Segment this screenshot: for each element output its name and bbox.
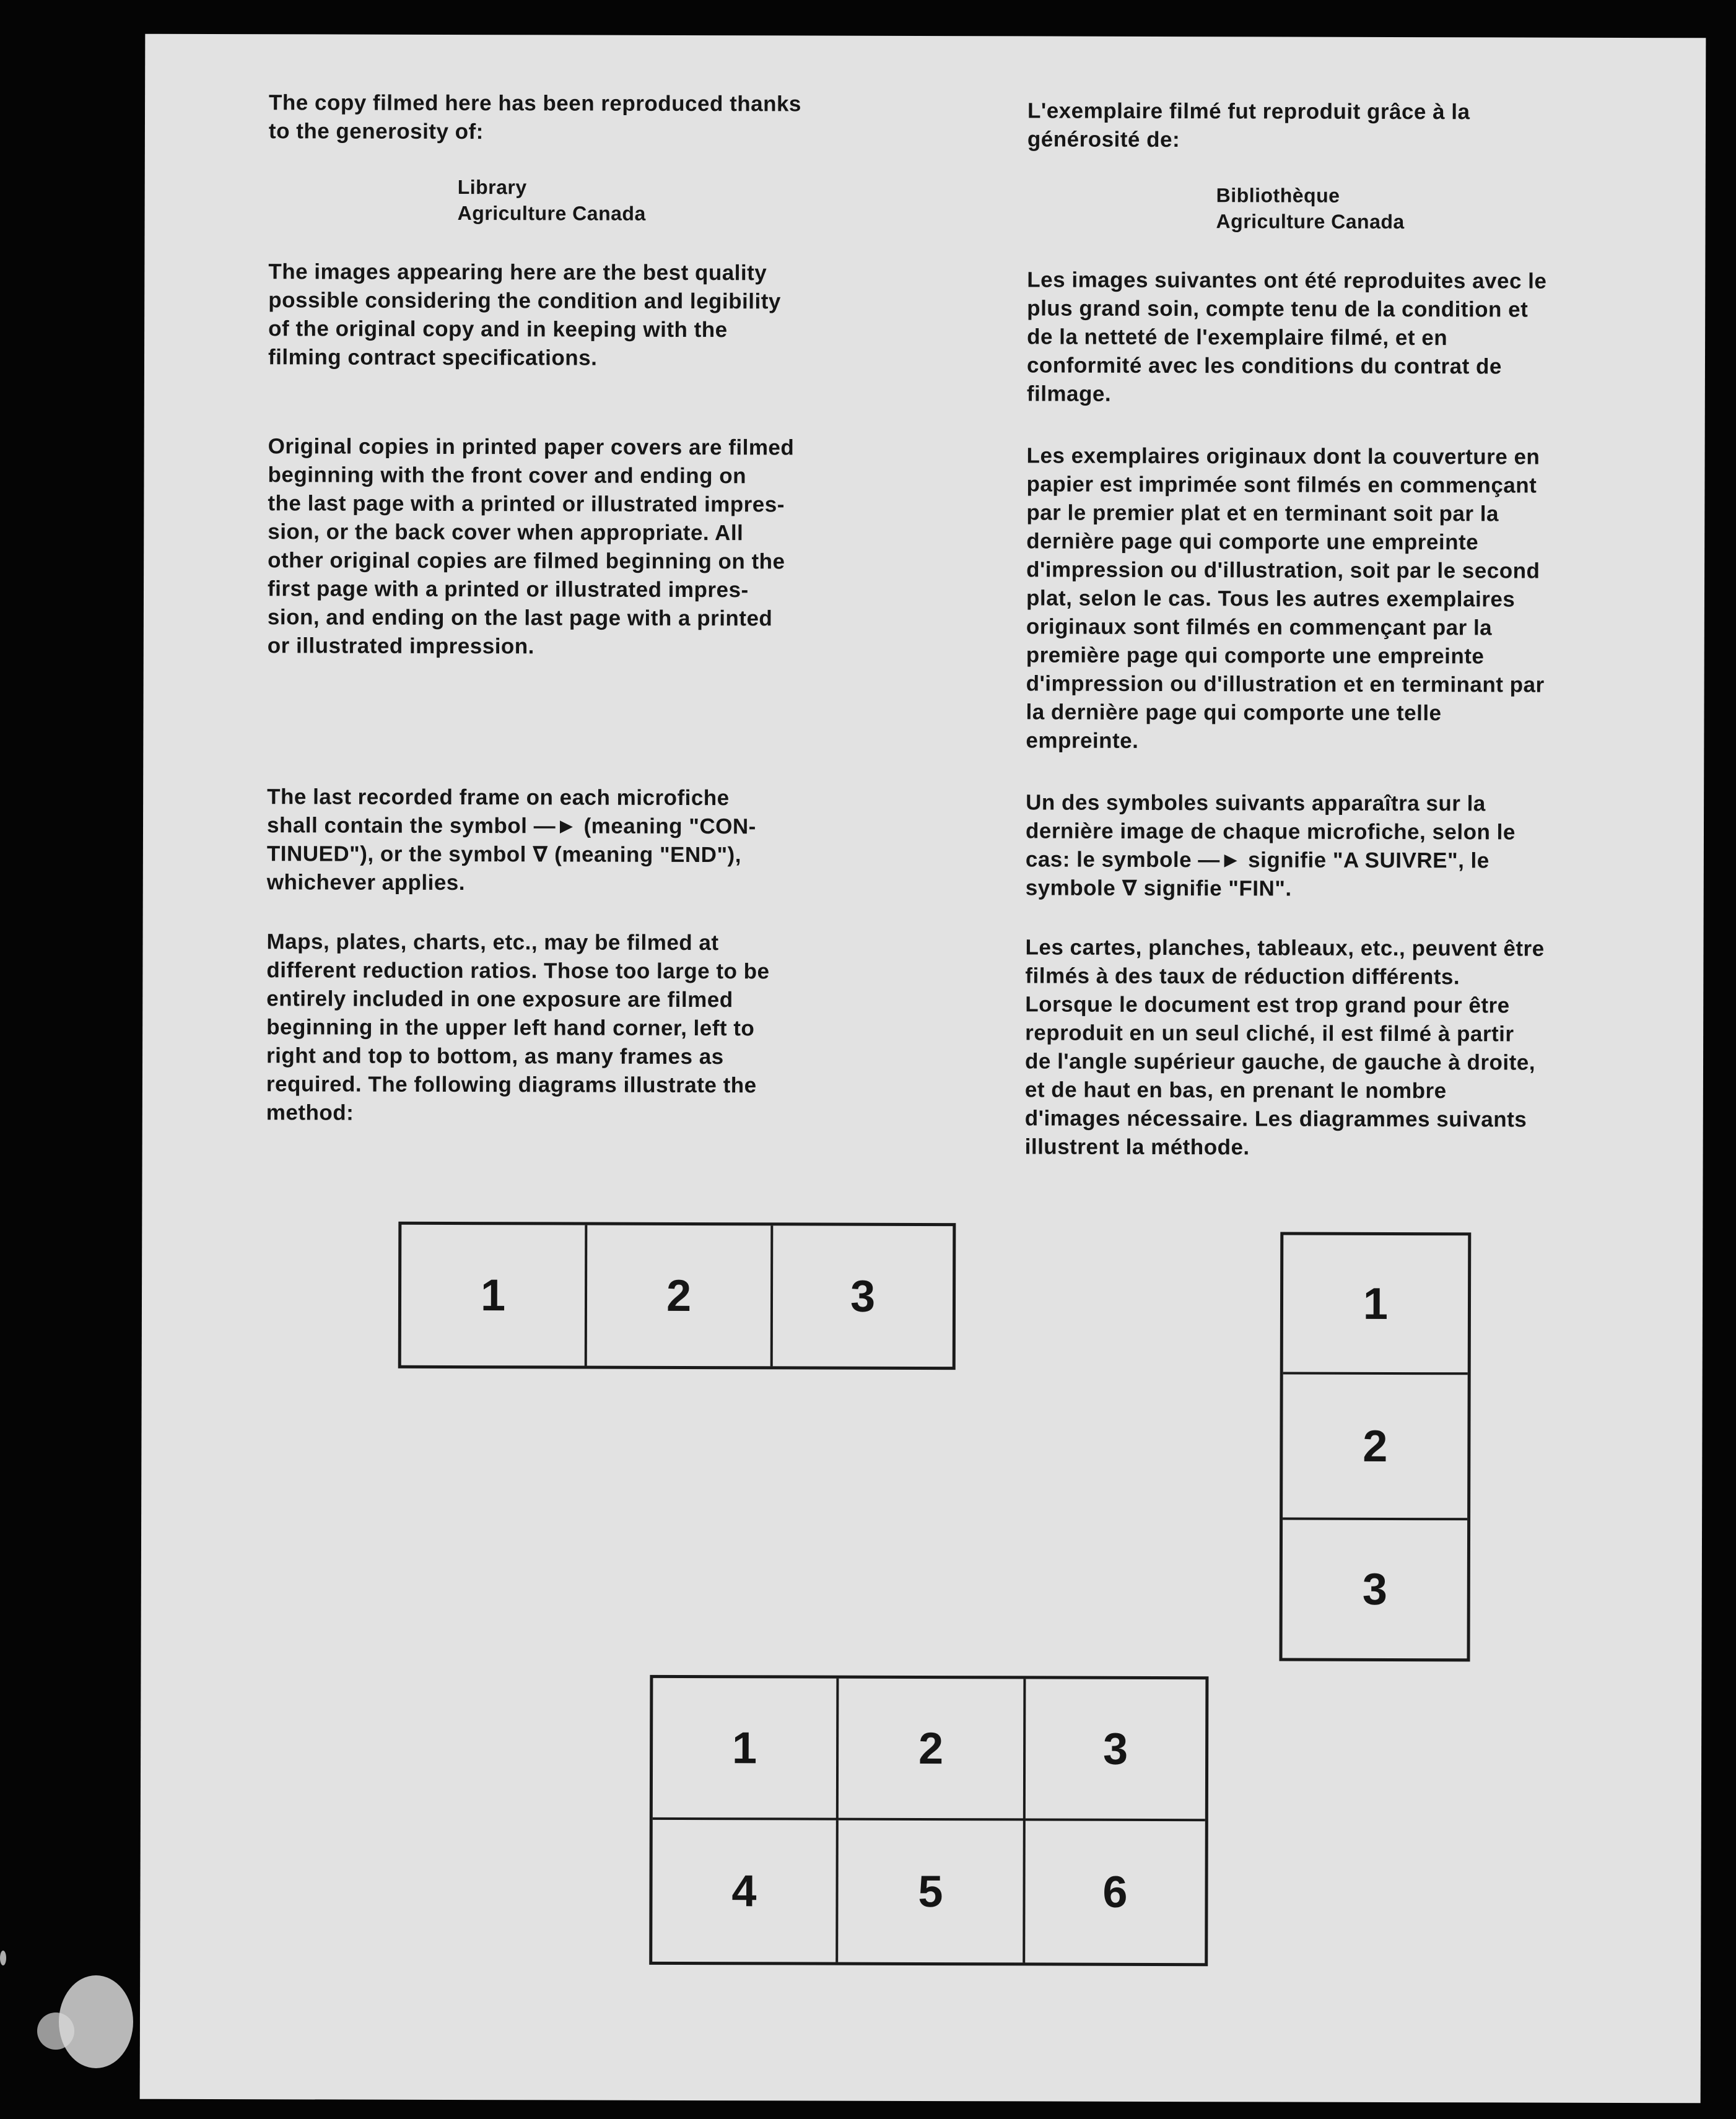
diagram-horizontal-cell: 3 — [850, 1271, 876, 1321]
diagram-vertical-cell: 3 — [1362, 1564, 1387, 1614]
english-column — [266, 89, 888, 1129]
french-paragraph-3: Les exemplaires originaux dont la couverture en papier est imprimée sont filmés en commençant par le premier plat et en terminant soit par la dernière page qui comporte une empreinte d'impression ou d'illustration, soit par le second plat, selon le cas. Tous les autres exemplaires originaux sont filmés en commençant par la première page qui comporte une empreinte d'impression ou d'illustration et en terminant par la dernière page qui comporte une telle empreinte. — [1026, 443, 1545, 753]
french-paragraph-1: L'exemplaire filmé fut reproduit grâce à la générosité de: — [1027, 98, 1470, 152]
scan-speck — [0, 1951, 6, 1965]
english-institution: Library Agriculture Canada — [457, 176, 646, 225]
english-paragraph-2: The images appearing here are the best quality possible considering the condition and legibility of the original copy and in keeping with the filming contract specifications. — [268, 259, 781, 370]
english-paragraph-1: The copy filmed here has been reproduced thanks to the generosity of: — [268, 90, 801, 144]
english-paragraph-4: The last recorded frame on each microfiche shall contain the symbol —► (meaning "CON- TINUED"), or the symbol ∇ (meaning "END"), whichever applies. — [266, 785, 756, 895]
diagram-horizontal-cell: 2 — [587, 1225, 774, 1367]
diagram-grid-cell: 2 — [839, 1679, 1026, 1821]
diagram-horizontal — [398, 1222, 956, 1370]
scanned-page — [140, 34, 1706, 2104]
diagram-vertical-cell: 1 — [1283, 1235, 1468, 1375]
diagram-grid-cell: 3 — [1026, 1679, 1206, 1821]
diagram-vertical — [1279, 1232, 1471, 1662]
french-paragraph-5: Les cartes, planches, tableaux, etc., peuvent être filmés à des taux de réduction différents. Lorsque le document est trop grand pour être reproduit en un seul cliché, il est filmé à partir de l'angle supérieur gauche, de gauche à droite, et de haut en bas, en prenant le nombre d'images nécessaire. Les diagrammes suivants illustrent la méthode. — [1024, 935, 1545, 1160]
french-column — [1025, 97, 1684, 1163]
diagram-grid — [649, 1675, 1208, 1966]
diagram-horizontal-cell: 1 — [401, 1225, 588, 1366]
diagram-vertical-cell: 2 — [1283, 1375, 1468, 1521]
english-paragraph-3: Original copies in printed paper covers are filmed beginning with the front cover and ending on the last page with a printed or illustrated impres- sion, or the back cover when appropriate. All other original copies are filmed beginning on the first page with a printed or illustrated impres- sion, and ending on the last page with a printed or illustrated impression. — [267, 434, 795, 659]
french-paragraph-4: Un des symboles suivants apparaîtra sur la dernière image de chaque microfiche, selon le cas: le symbole —► signifie "A SUIVRE", le symbole ∇ signifie "FIN". — [1025, 790, 1516, 901]
diagram-grid-cell: 5 — [838, 1821, 1026, 1963]
scan-speck — [37, 2012, 74, 2050]
french-paragraph-2: Les images suivantes ont été reproduites avec le plus grand soin, compte tenu de la condition et de la netteté de l'exemplaire filmé, et en conformité avec les conditions du contrat de filmage. — [1026, 268, 1547, 406]
diagram-grid-cell: 4 — [652, 1820, 839, 1962]
english-paragraph-5: Maps, plates, charts, etc., may be filmed at different reduction ratios. Those too large to be entirely included in one exposure are filmed beginning in the upper left hand corner, left to right and top to bottom, as many frames as required. The following diagrams illustrate the method: — [266, 929, 770, 1125]
diagram-grid-cell: 1 — [653, 1678, 839, 1821]
diagram-grid-cell: 6 — [1102, 1867, 1128, 1917]
french-institution: Bibliothèque Agriculture Canada — [1216, 184, 1405, 233]
